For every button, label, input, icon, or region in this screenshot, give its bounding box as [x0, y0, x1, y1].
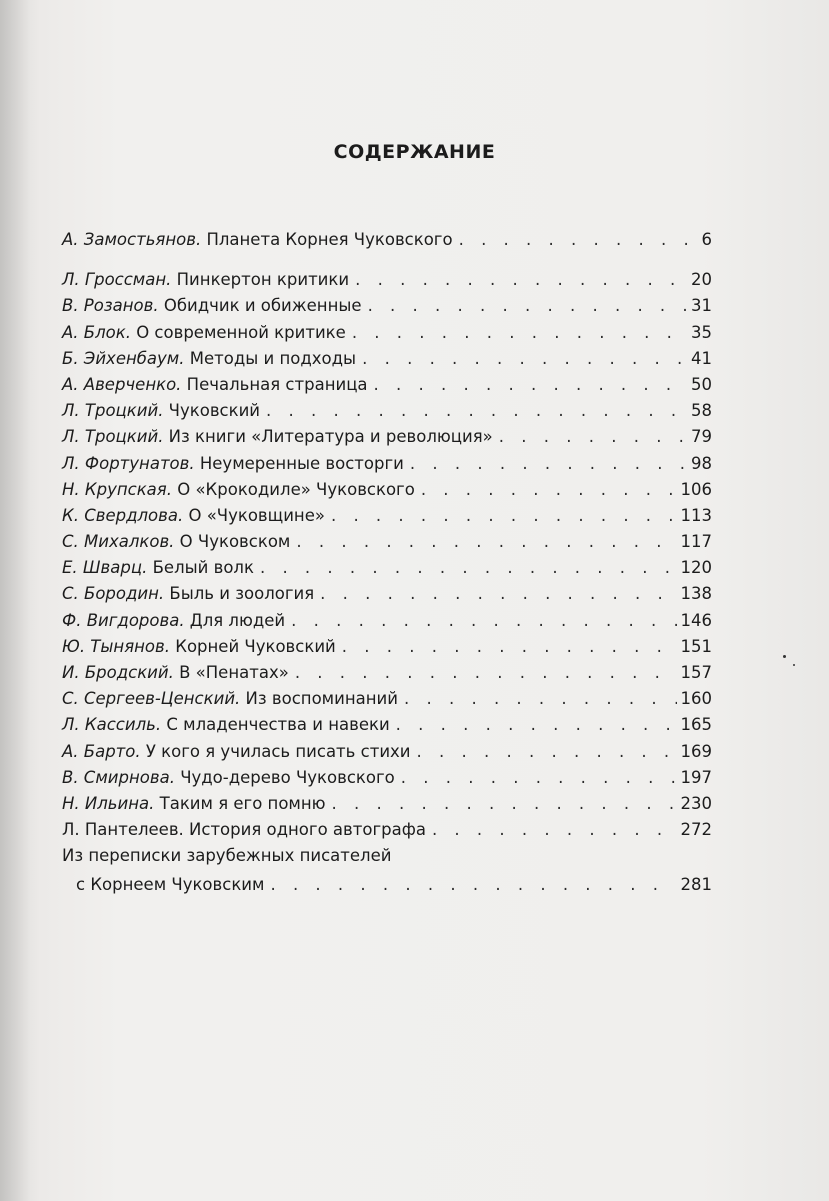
toc-entry-page: 6 [701, 230, 712, 249]
toc-entry [62, 712, 712, 738]
contents-heading: СОДЕРЖАНИЕ [333, 141, 496, 163]
toc-entry-title: Чуковский [163, 401, 261, 421]
toc-entry-title: С младенчества и навеки [161, 715, 390, 735]
toc-entry-title: О «Чуковщине» [183, 505, 325, 525]
toc-entry [62, 817, 712, 843]
toc-entry-author: Н. Ильина. [62, 793, 155, 813]
toc-entry-author: Л. Гроссман. [62, 270, 172, 290]
toc-entry-page: 31 [691, 296, 712, 316]
toc-entry-title: Из воспоминаний [240, 689, 398, 709]
toc-entry-author: Л. Троцкий. [62, 401, 164, 421]
toc-entry-page: 138 [680, 584, 712, 604]
toc-entry [62, 791, 712, 817]
toc-entry-author: В. Розанов. [62, 296, 159, 316]
toc-entry-page: 281 [680, 874, 712, 894]
leader-dots [499, 424, 687, 450]
toc-entry-title: Белый волк [147, 558, 254, 578]
toc-entry-page: 113 [680, 505, 712, 525]
toc-entry-author: Л. Фортунатов. [62, 453, 195, 473]
toc-entry-page: 169 [680, 741, 712, 761]
toc-entry [62, 529, 712, 555]
toc-entry [62, 765, 712, 791]
toc-entry-author: Л. Кассиль. [62, 715, 162, 735]
toc-entry [62, 634, 712, 660]
leader-dots [296, 529, 676, 555]
toc-entry-author: А. Блок. [62, 322, 131, 342]
toc-entry-title: О «Крокодиле» Чуковского [171, 479, 415, 499]
toc-entry-author: В. Смирнова. [62, 767, 175, 787]
toc-entry-title: Пинкертон критики [171, 270, 350, 290]
toc-entry-title: Методы и подходы [184, 348, 357, 368]
toc-entry [62, 503, 712, 529]
leader-dots [396, 712, 677, 738]
toc-entry-author: К. Свердлова. [62, 505, 184, 525]
toc-entry-page: 157 [680, 663, 712, 682]
leader-dots [432, 817, 677, 843]
toc-entry [62, 555, 712, 581]
toc-entry-title: Печальная страница [181, 374, 368, 394]
toc-entry-page: 58 [691, 401, 712, 421]
leader-dots [266, 398, 687, 424]
toc-entry-title: с Корнеем Чуковским [76, 874, 265, 894]
toc-entry-page: 20 [691, 270, 712, 290]
toc-entry-title: Чудо-дерево Чуковского [174, 767, 395, 787]
leader-dots [320, 581, 676, 607]
leader-dots [401, 765, 677, 791]
toc-entry-author: Б. Эйхенбаум. [62, 348, 185, 368]
print-speck [783, 655, 786, 658]
toc-entry-author: А. Аверченко. [62, 374, 182, 394]
spine-shadow [0, 0, 30, 1201]
toc-entry [62, 608, 712, 634]
toc-entry-last-line1 [62, 843, 712, 869]
toc-entry-title: О современной критике [130, 322, 346, 342]
leader-dots [355, 267, 687, 293]
leader-dots [417, 739, 677, 765]
leader-dots [342, 634, 677, 660]
toc-entry [62, 293, 712, 319]
toc-entry-page: 79 [691, 427, 712, 447]
leader-dots [368, 293, 687, 319]
toc-entry-title: Обидчик и обиженные [158, 296, 362, 316]
leader-dots [260, 555, 677, 581]
toc-entry-author: Ю. Тынянов. [62, 636, 170, 656]
leader-dots [331, 503, 677, 529]
toc-entry-page: 50 [691, 374, 712, 394]
toc-entry-title: Корней Чуковский [169, 636, 336, 656]
toc-entry-page: 160 [680, 689, 712, 709]
toc-entry-page: 117 [680, 532, 712, 552]
toc-entry-page: 106 [680, 479, 712, 499]
toc-entry-page: 35 [691, 322, 712, 342]
toc-entry [62, 267, 712, 293]
leader-dots [332, 791, 677, 817]
toc-entry-page: 230 [680, 793, 712, 813]
toc-entry-page: 151 [680, 636, 712, 656]
toc-entry-page: 98 [691, 453, 712, 473]
toc-entry-author: Л. Троцкий. [62, 427, 164, 447]
table-of-contents [62, 227, 712, 898]
toc-entry-title: В «Пенатах» [173, 663, 289, 682]
toc-entry-title: У кого я училась писать стихи [140, 741, 411, 761]
toc-entry-author: Н. Крупская. [62, 479, 172, 499]
toc-entry [62, 581, 712, 607]
leader-dots [291, 608, 676, 634]
toc-entry-author: С. Бородин. [62, 584, 165, 604]
toc-entry [62, 477, 712, 503]
toc-entry [62, 660, 712, 686]
toc-entry-page: 197 [680, 767, 712, 787]
toc-entry [62, 739, 712, 765]
toc-entry [62, 451, 712, 477]
toc-entry [62, 346, 712, 372]
toc-entry [62, 424, 712, 450]
toc-entry-page: 272 [680, 820, 712, 840]
toc-entry [62, 398, 712, 424]
toc-entry-author: И. Бродский. [62, 663, 174, 682]
toc-entry [62, 686, 712, 712]
toc-entry-page: 120 [680, 558, 712, 578]
toc-entry-page: 165 [680, 715, 712, 735]
toc-entry-title: О Чуковском [174, 532, 291, 552]
toc-entry-page: 41 [691, 348, 712, 368]
toc-entry-title: Из книги «Литература и революция» [163, 427, 493, 447]
toc-entry-title: Планета Корнея Чуковского [201, 230, 453, 249]
toc-entry [62, 227, 712, 253]
toc-entry-author: А. Замостьянов. [62, 230, 202, 249]
leader-dots [374, 372, 687, 398]
toc-entry-author: А. Барто. [62, 741, 141, 761]
leader-dots [459, 227, 698, 253]
toc-entry-title: Из переписки зарубежных писателей [62, 846, 392, 866]
leader-dots [410, 451, 687, 477]
toc-entry-page: 146 [680, 610, 712, 630]
print-speck [793, 664, 795, 666]
leader-dots [362, 346, 687, 372]
leader-dots [352, 320, 687, 346]
toc-entry-author: С. Михалков. [62, 532, 175, 552]
leader-dots [295, 660, 677, 686]
toc-entry-title: Таким я его помню [154, 793, 326, 813]
toc-entry-title: Для людей [184, 610, 286, 630]
toc-entry-author: С. Сергеев-Ценский. [62, 689, 241, 709]
toc-entry-title: Л. Пантелеев. История одного автографа [62, 820, 426, 840]
leader-dots [404, 686, 677, 712]
toc-entry-title: Быль и зоология [164, 584, 315, 604]
toc-entry-last-line2 [62, 872, 712, 898]
toc-entry-author: Е. Шварц. [62, 558, 148, 578]
leader-dots [421, 477, 677, 503]
toc-entry-author: Ф. Вигдорова. [62, 610, 185, 630]
leader-dots [270, 872, 676, 898]
toc-entry-title: Неумеренные восторги [194, 453, 404, 473]
toc-entry [62, 320, 712, 346]
toc-entry [62, 372, 712, 398]
